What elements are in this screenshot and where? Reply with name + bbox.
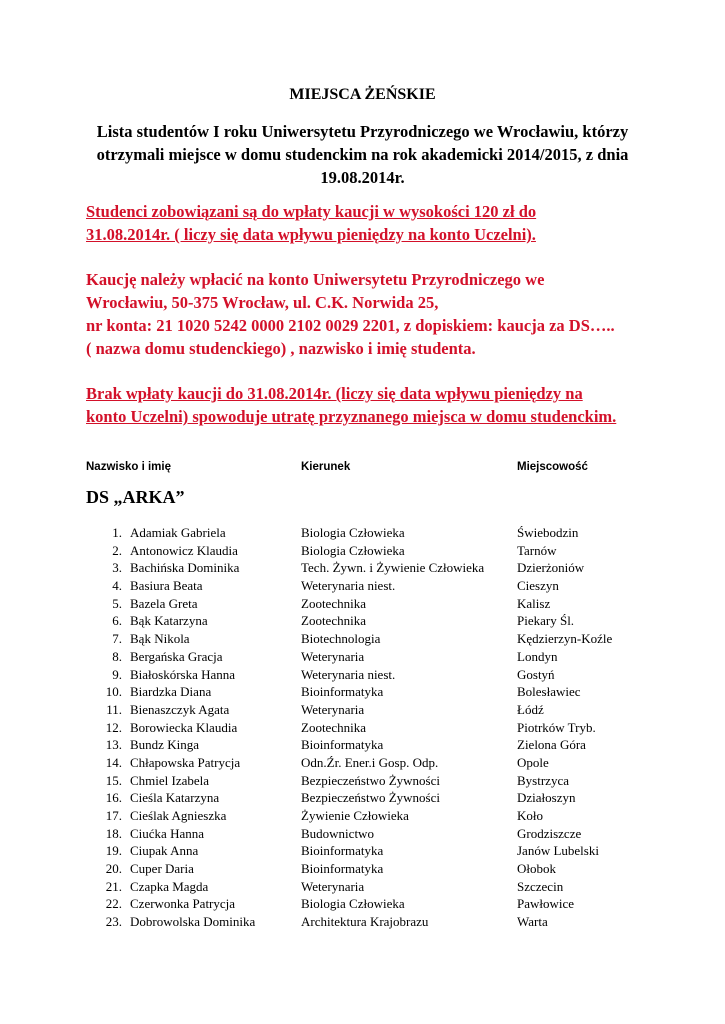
list-item — [86, 754, 646, 772]
list-item — [86, 648, 646, 666]
list-item — [86, 895, 646, 913]
student-field: Zootechnika — [301, 595, 366, 611]
notice-line: Wrocławiu, 50-375 Wrocław, ul. C.K. Norwida 25, — [86, 293, 439, 312]
student-field: Zootechnika — [301, 613, 366, 629]
student-number: 18. — [105, 825, 122, 841]
student-name: Bergańska Gracja — [130, 648, 223, 664]
student-field: Bezpieczeństwo Żywności — [301, 790, 440, 806]
student-town: Działoszyn — [517, 790, 576, 806]
penalty-notice — [86, 382, 639, 428]
list-item — [86, 630, 646, 648]
student-name: Cuper Daria — [130, 861, 194, 877]
student-number: 19. — [105, 843, 122, 859]
list-item — [86, 542, 646, 560]
student-town: Bystrzyca — [517, 772, 569, 788]
student-number: 16. — [105, 790, 122, 806]
student-name: Basiura Beata — [130, 578, 203, 594]
student-name: Bienaszczyk Agata — [130, 701, 230, 717]
list-item — [86, 524, 646, 542]
student-number: 17. — [105, 808, 122, 823]
student-number: 2. — [112, 542, 122, 558]
student-name: Czerwonka Patrycja — [130, 896, 236, 912]
list-item — [86, 595, 646, 613]
student-number: 15. — [105, 772, 122, 788]
list-item — [86, 719, 646, 737]
student-number: 9. — [112, 666, 122, 682]
student-number: 3. — [112, 560, 122, 576]
list-item — [86, 736, 646, 754]
page-title: MIEJSCA ŻEŃSKIE — [289, 86, 436, 103]
student-field: Bezpieczeństwo Żywności — [301, 772, 440, 788]
student-number: 13. — [105, 737, 122, 753]
student-town: Grodziszcze — [517, 825, 582, 841]
notice-line: konto Uczelni) spowoduje utratę przyznanego miejsca w domu studenckim. — [86, 407, 617, 426]
notice-line: Brak wpłaty kaucji do 31.08.2014r. (liczy się data wpływu pieniędzy na — [86, 384, 583, 403]
column-header-field: Kierunek — [301, 461, 351, 473]
student-town: Londyn — [517, 648, 558, 664]
student-field: Bioinformatyka — [301, 684, 384, 700]
list-item — [86, 577, 646, 595]
student-town: Warta — [517, 914, 548, 930]
list-item — [86, 666, 646, 684]
payment-instructions — [86, 268, 639, 360]
intro-paragraph — [86, 120, 639, 189]
student-field: Weterynaria niest. — [301, 578, 396, 594]
list-item — [86, 860, 646, 878]
section-title: DS „ARKA” — [86, 487, 185, 507]
student-number: 11. — [106, 701, 122, 717]
student-number: 4. — [112, 578, 122, 594]
student-field: Biotechnologia — [301, 631, 381, 647]
student-town: Janów Lubelski — [517, 843, 599, 859]
student-town: Tarnów — [517, 542, 557, 558]
student-name: Chmiel Izabela — [130, 772, 210, 788]
column-header-name: Nazwisko i imię — [86, 461, 172, 473]
student-town: Kalisz — [517, 595, 551, 611]
student-field: Weterynaria — [301, 878, 365, 894]
student-number: 21. — [105, 878, 122, 894]
student-field: Architektura Krajobrazu — [301, 914, 429, 930]
list-item — [86, 701, 646, 719]
student-number: 14. — [105, 754, 122, 770]
student-town: Zielona Góra — [517, 737, 586, 753]
student-number: 1. — [112, 525, 122, 540]
student-field: Bioinformatyka — [301, 737, 384, 753]
list-item — [86, 559, 646, 577]
student-field: Tech. Żywn. i Żywienie Człowieka — [301, 560, 485, 576]
student-name: Bąk Nikola — [130, 631, 190, 647]
student-town: Piekary Śl. — [517, 613, 575, 629]
student-name: Dobrowolska Dominika — [130, 914, 256, 930]
student-name: Antonowicz Klaudia — [130, 542, 238, 558]
student-name: Bąk Katarzyna — [130, 613, 208, 629]
student-number: 7. — [112, 631, 122, 647]
list-item — [86, 772, 646, 790]
student-town: Gostyń — [517, 666, 555, 682]
student-town: Ołobok — [517, 861, 556, 877]
list-item — [86, 842, 646, 860]
student-number: 10. — [105, 684, 122, 700]
student-number: 8. — [112, 648, 122, 664]
student-town: Dzierżoniów — [517, 560, 585, 576]
notice-line: 31.08.2014r. ( liczy się data wpływu pieniędzy na konto Uczelni). — [86, 225, 536, 244]
student-name: Bundz Kinga — [130, 737, 199, 753]
student-name: Ciućka Hanna — [130, 825, 205, 841]
student-name: Białoskórska Hanna — [130, 666, 236, 682]
list-item — [86, 683, 646, 701]
student-field: Żywienie Człowieka — [301, 808, 409, 823]
notice-line: Kaucję należy wpłacić na konto Uniwersytetu Przyrodniczego we — [86, 270, 545, 289]
student-number: 5. — [112, 595, 122, 611]
student-field: Weterynaria niest. — [301, 666, 396, 682]
student-field: Biologia Człowieka — [301, 525, 405, 540]
student-name: Biardzka Diana — [130, 684, 212, 700]
list-item — [86, 789, 646, 807]
student-number: 20. — [105, 861, 122, 877]
notice-line: Studenci zobowiązani są do wpłaty kaucji w wysokości 120 zł do — [86, 202, 537, 221]
student-field: Bioinformatyka — [301, 843, 384, 859]
student-name: Cieślak Agnieszka — [130, 808, 227, 823]
student-town: Szczecin — [517, 878, 564, 894]
list-item — [86, 825, 646, 843]
student-town: Pawłowice — [517, 896, 575, 912]
student-list — [86, 524, 646, 931]
student-field: Budownictwo — [301, 825, 374, 841]
student-town: Łódź — [517, 701, 544, 717]
list-item — [86, 878, 646, 896]
list-item — [86, 612, 646, 630]
notice-line: ( nazwa domu studenckiego) , nazwisko i imię studenta. — [86, 339, 476, 358]
student-name: Bazela Greta — [130, 595, 198, 611]
student-name: Czapka Magda — [130, 878, 209, 894]
student-town: Bolesławiec — [517, 684, 581, 700]
column-header-town: Miejscowość — [517, 461, 588, 473]
student-town: Cieszyn — [517, 578, 559, 594]
student-town: Świebodzin — [517, 525, 579, 540]
student-number: 22. — [105, 896, 122, 912]
student-field: Bioinformatyka — [301, 861, 384, 877]
student-town: Koło — [517, 808, 543, 823]
student-field: Odn.Źr. Ener.i Gosp. Odp. — [301, 754, 439, 770]
intro-line: Lista studentów I roku Uniwersytetu Przyrodniczego we Wrocławiu, którzy — [96, 122, 629, 141]
student-name: Adamiak Gabriela — [130, 525, 226, 540]
list-item — [86, 913, 646, 931]
student-name: Ciupak Anna — [130, 843, 199, 859]
notice-line: nr konta: 21 1020 5242 0000 2102 0029 2201, z dopiskiem: kaucja za DS….. — [86, 316, 615, 335]
student-name: Cieśla Katarzyna — [130, 790, 220, 806]
student-number: 6. — [112, 613, 122, 629]
student-number: 23. — [105, 914, 122, 930]
student-town: Opole — [517, 754, 549, 770]
intro-line: otrzymali miejsce w domu studenckim na rok akademicki 2014/2015, z dnia — [96, 145, 629, 164]
list-item — [86, 807, 646, 825]
student-town: Piotrków Tryb. — [517, 719, 596, 735]
deposit-notice — [86, 200, 639, 246]
student-field: Biologia Człowieka — [301, 896, 405, 912]
student-name: Borowiecka Klaudia — [130, 719, 238, 735]
student-name: Bachińska Dominika — [130, 560, 240, 576]
student-name: Chłapowska Patrycja — [130, 754, 241, 770]
student-number: 12. — [105, 719, 122, 735]
student-field: Biologia Człowieka — [301, 542, 405, 558]
student-field: Weterynaria — [301, 701, 365, 717]
student-field: Zootechnika — [301, 719, 366, 735]
student-field: Weterynaria — [301, 648, 365, 664]
student-town: Kędzierzyn-Koźle — [517, 631, 613, 647]
intro-line: 19.08.2014r. — [320, 168, 405, 187]
